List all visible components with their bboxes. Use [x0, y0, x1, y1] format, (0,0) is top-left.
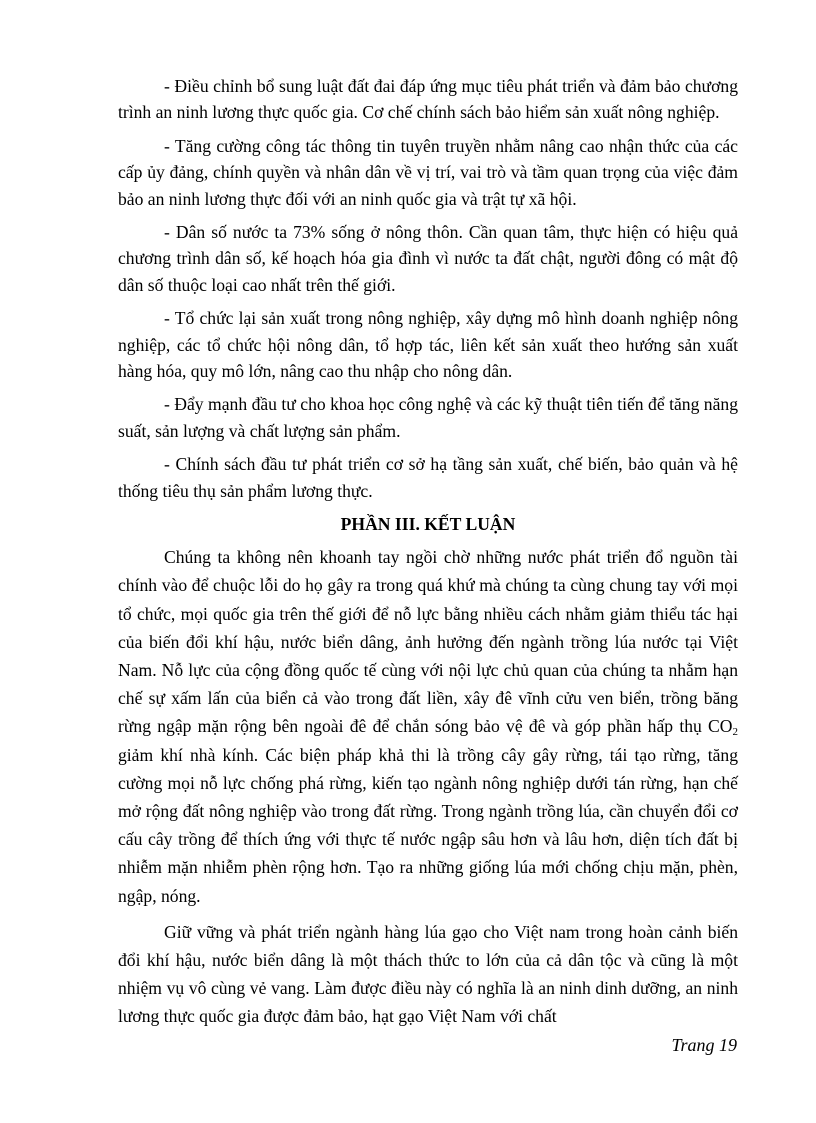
section-heading: PHẦN III. KẾT LUẬN: [340, 514, 516, 535]
policy-item-land-law: - Điều chỉnh bổ sung luật đất đai đáp ứng mục tiêu phát triển và đảm bảo chương trình an ninh lương thực quốc gia. Cơ chế chính sách bảo hiểm sản xuất nông nghiệp.: [118, 76, 738, 123]
policy-item-infrastructure: - Chính sách đầu tư phát triển cơ sở hạ tầng sản xuất, chế biến, bảo quản và hệ thống tiêu thụ sản phẩm lương thực.: [118, 454, 738, 501]
policy-item-production-organization: - Tổ chức lại sản xuất trong nông nghiệp, xây dựng mô hình doanh nghiệp nông nghiệp, các tổ chức hội nông dân, tổ hợp tác, liên kết sản xuất theo hướng sản xuất hàng hóa, quy mô lớn, nâng cao thu nhập cho nông dân.: [118, 308, 738, 382]
policy-item-population: - Dân số nước ta 73% sống ở nông thôn. Cần quan tâm, thực hiện có hiệu quả chương trình dân số, kế hoạch hóa gia đình vì nước ta đất chật, người đông có mật độ dân số thuộc loại cao nhất trên thế giới.: [118, 222, 738, 295]
policy-item-science-investment: - Đẩy mạnh đầu tư cho khoa học công nghệ và các kỹ thuật tiên tiến để tăng năng suất, sản lượng và chất lượng sản phẩm.: [118, 394, 738, 441]
co2-subscript: 2: [732, 726, 738, 739]
conclusion-paragraph-1: [118, 543, 738, 910]
conclusion-text-part-2: giảm khí nhà kính. Các biện pháp khả thi là trồng cây gây rừng, tái tạo rừng, tăng cường mọi nỗ lực chống phá rừng, kiến tạo ngành nông nghiệp dưới tán rừng, hạn chế mở rộng đất nông nghiệp vào trong đất rừng. Trong ngành trồng lúa, cần chuyển đổi cơ cấu cây trồng để thích ứng với thực tế nước ngập sâu hơn và lâu hơn, diện tích đất bị nhiễm mặn nhiễm phèn rộng hơn. Tạo ra những giống lúa mới chống chịu mặn, phèn, ngập, nóng.: [118, 744, 738, 906]
policy-item-communication: - Tăng cường công tác thông tin tuyên truyền nhằm nâng cao nhận thức của các cấp ủy đảng, chính quyền và nhân dân về vị trí, vai trò và tầm quan trọng của việc đảm bảo an ninh lương thực đối với an ninh quốc gia và trật tự xã hội.: [118, 135, 738, 209]
page-content: [118, 73, 738, 1039]
conclusion-text-part-1: Chúng ta không nên khoanh tay ngồi chờ những nước phát triển đổ nguồn tài chính vào để chuộc lỗi do họ gây ra trong quá khứ mà chúng ta cùng chung tay với mọi tổ chức, mọi quốc gia trên thế giới để nỗ lực bằng nhiều cách nhằm giảm thiểu tác hại của biến đổi khí hậu, nước biển dâng, ảnh hưởng đến ngành trồng lúa nước tại Việt Nam. Nỗ lực của cộng đồng quốc tế cùng với nội lực chủ quan của chúng ta nhằm hạn chế sự xấm lấn của biển cả vào trong đất liền, xây đê vĩnh cửu ven biển, trồng băng rừng ngập mặn rộng bên ngoài đê để chắn sóng bảo vệ đê và góp phần hấp thụ CO: [118, 547, 738, 737]
conclusion-paragraph-2: Giữ vững và phát triển ngành hàng lúa gạo cho Việt nam trong hoàn cảnh biến đổi khí hậu, nước biển dâng là một thách thức to lớn của cả dân tộc và cũng là một nhiệm vụ vô cùng vẻ vang. Làm được điều này có nghĩa là an ninh dinh dưỡng, an ninh lương thực quốc gia được đảm bảo, hạt gạo Việt Nam với chất: [118, 921, 738, 1027]
page-number: Trang 19: [671, 1035, 737, 1055]
